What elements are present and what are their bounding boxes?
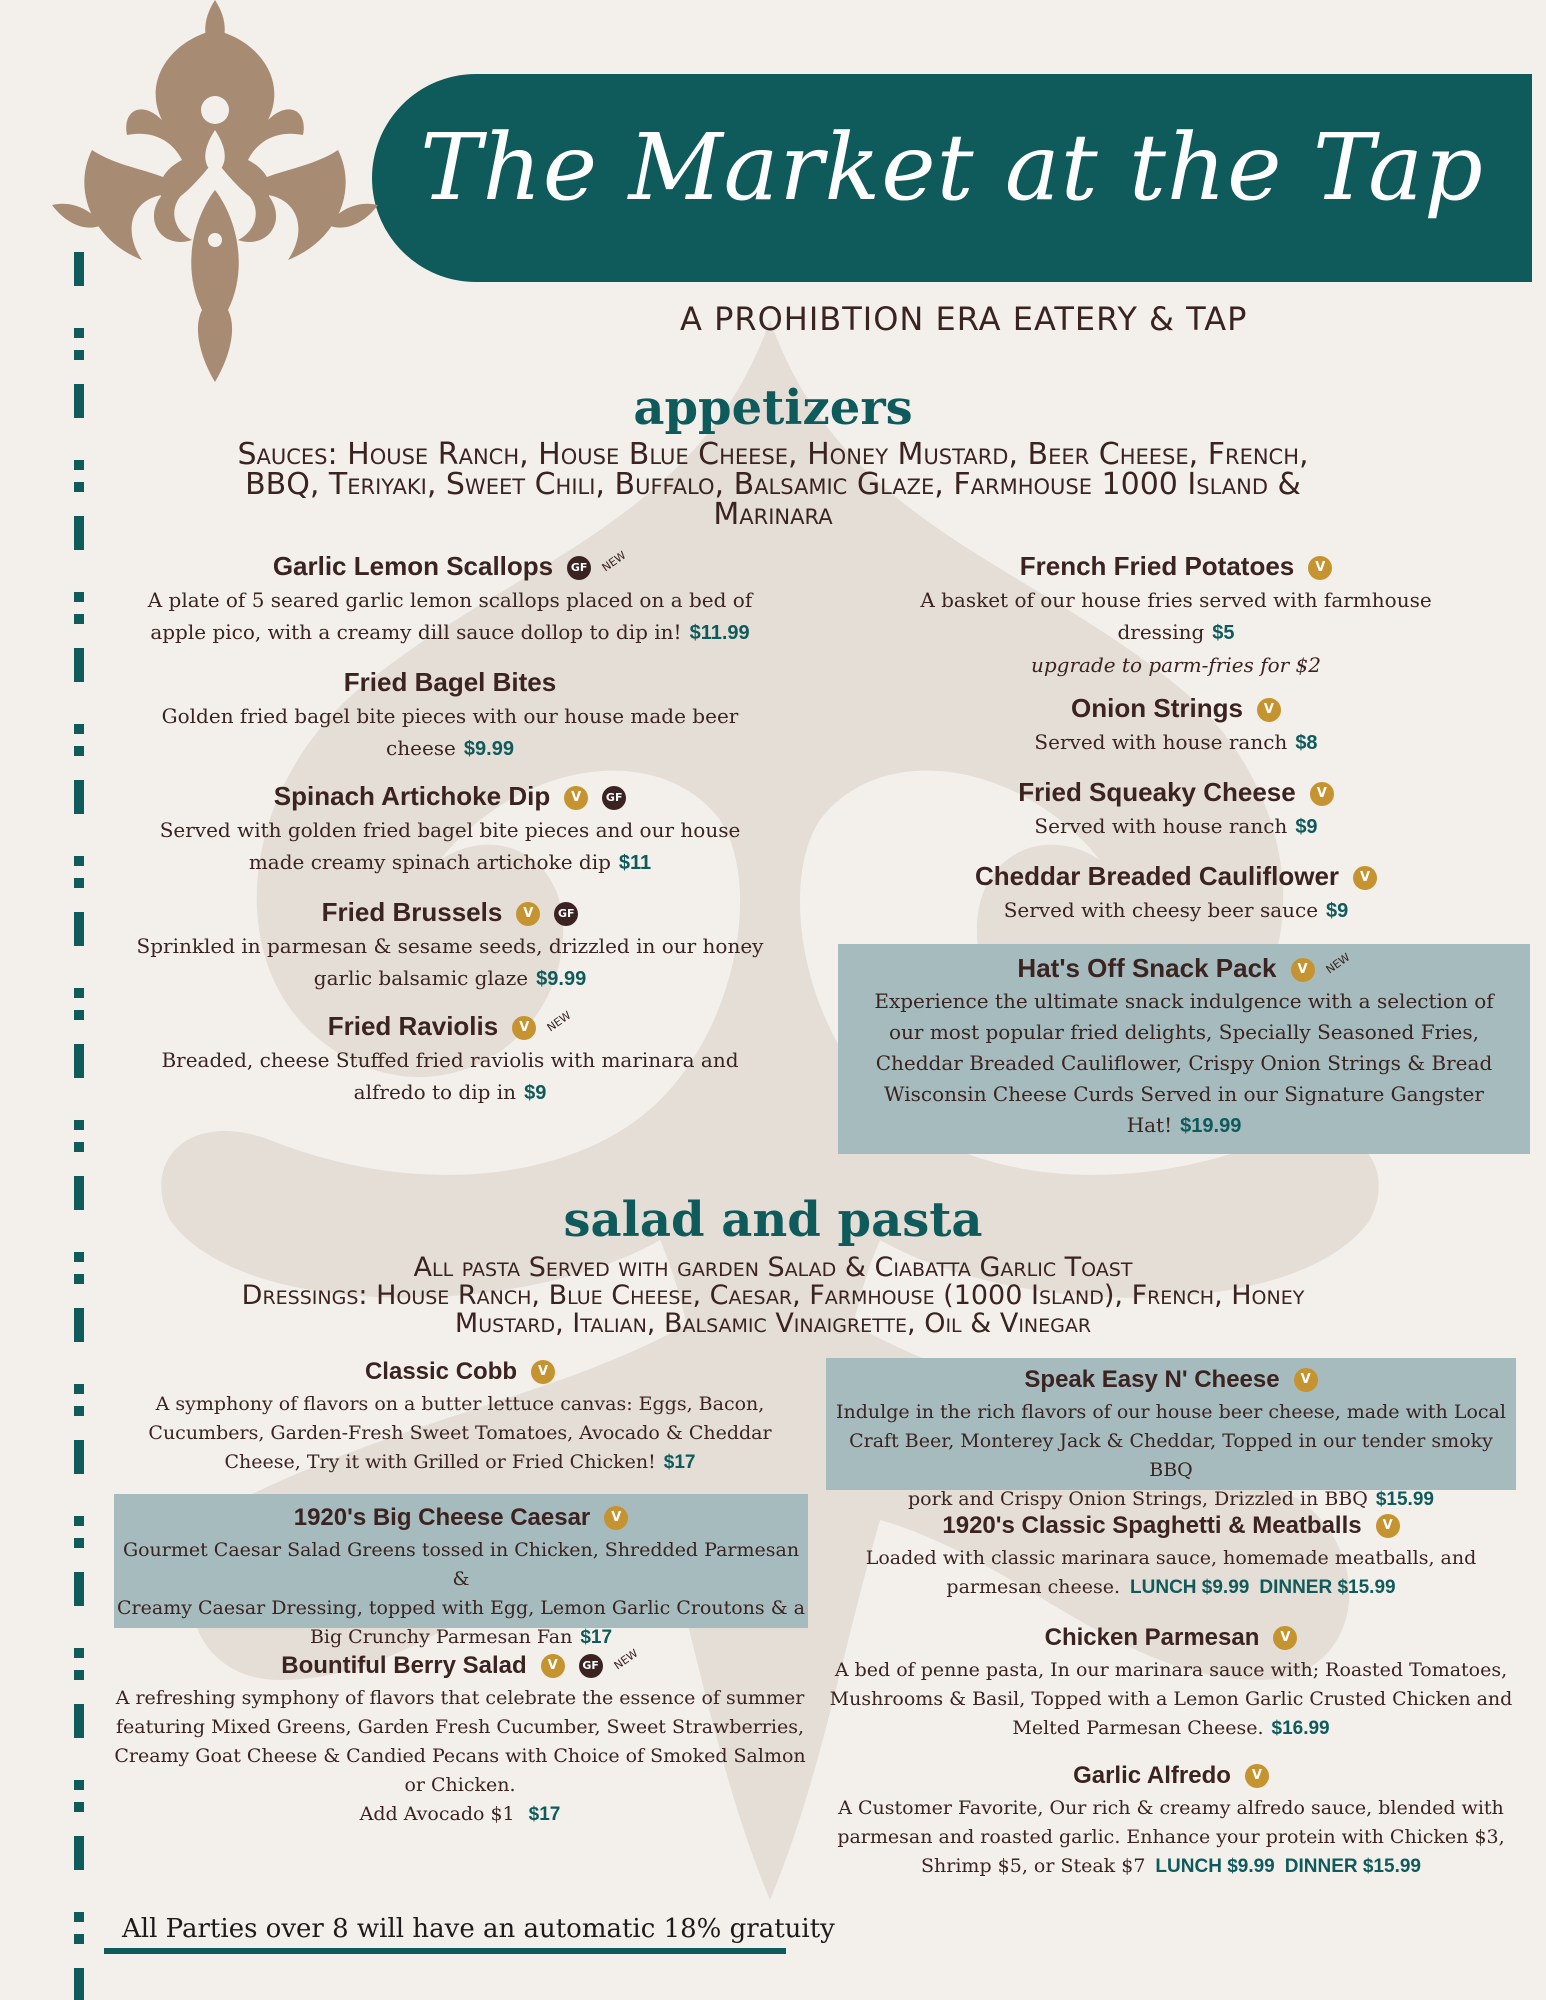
v-badge-icon: V bbox=[512, 1016, 536, 1040]
item-price: $5 bbox=[1212, 622, 1235, 644]
new-tag: NEW bbox=[1323, 950, 1352, 977]
item-desc: Mushrooms & Basil, Topped with a Lemon Garlic Crusted Chicken and bbox=[829, 1688, 1513, 1710]
item-price: $9 bbox=[1295, 816, 1318, 838]
restaurant-title: The Market at the Tap bbox=[420, 114, 1484, 221]
menu-item-garlic-lemon-scallops bbox=[120, 548, 780, 649]
v-badge-icon: V bbox=[1310, 782, 1334, 806]
item-note: upgrade to parm-fries for $2 bbox=[1030, 653, 1322, 677]
v-badge-icon: V bbox=[1257, 698, 1281, 722]
item-desc: parmesan cheese. bbox=[946, 1576, 1121, 1598]
lunch-price: LUNCH $9.99 bbox=[1155, 1856, 1275, 1877]
v-badge-icon: V bbox=[541, 1654, 565, 1678]
menu-item-fried-raviolis bbox=[120, 1008, 780, 1109]
item-desc: our most popular fried delights, Specially Seasoned Fries, bbox=[889, 1020, 1479, 1044]
menu-item-speak-easy-n-cheese bbox=[826, 1362, 1516, 1514]
item-price: $17 bbox=[580, 1627, 613, 1648]
dinner-price: DINNER $15.99 bbox=[1284, 1856, 1421, 1877]
menu-item-french-fried-potatoes bbox=[846, 548, 1506, 681]
v-badge-icon: V bbox=[516, 902, 540, 926]
appetizers-heading: appetizers bbox=[633, 380, 913, 436]
v-badge-icon: V bbox=[1294, 1368, 1318, 1392]
menu-item-big-cheese-caesar bbox=[114, 1500, 808, 1652]
item-desc: garlic balsamic glaze bbox=[313, 966, 529, 990]
item-desc: A plate of 5 seared garlic lemon scallops placed on a bed of bbox=[147, 588, 753, 612]
item-desc: Shrimp $5, or Steak $7 bbox=[921, 1855, 1146, 1877]
damask-ornament-icon bbox=[52, 0, 378, 382]
item-desc: Served with house ranch bbox=[1034, 730, 1288, 754]
item-name: Garlic Lemon Scallops bbox=[272, 551, 554, 581]
item-price: $17 bbox=[663, 1452, 696, 1473]
item-desc: Creamy Goat Cheese & Candied Pecans with Choice of Smoked Salmon bbox=[114, 1745, 806, 1767]
item-name: Chicken Parmesan bbox=[1044, 1624, 1260, 1651]
item-name: 1920's Big Cheese Caesar bbox=[293, 1504, 591, 1531]
salad-pasta-heading: salad and pasta bbox=[563, 1192, 983, 1248]
new-tag: NEW bbox=[611, 1646, 641, 1673]
dressings-line-2: Mustard, Italian, Balsamic Vinaigrette, Oil & Vinegar bbox=[454, 1308, 1092, 1339]
sauces-line-1: Sauces: House Ranch, House Blue Cheese, Honey Mustard, Beer Cheese, French, bbox=[237, 437, 1309, 472]
new-tag: NEW bbox=[544, 1008, 574, 1035]
sauces-line-3: Marinara bbox=[713, 497, 833, 532]
item-name: 1920's Classic Spaghetti & Meatballs bbox=[942, 1512, 1362, 1539]
item-desc: A Customer Favorite, Our rich & creamy alfredo sauce, blended with bbox=[838, 1797, 1504, 1819]
item-price: $8 bbox=[1295, 732, 1318, 754]
dinner-price: DINNER $15.99 bbox=[1259, 1577, 1396, 1598]
item-name: Spinach Artichoke Dip bbox=[273, 781, 551, 811]
item-desc: A refreshing symphony of flavors that celebrate the essence of summer bbox=[115, 1687, 805, 1709]
item-name: Garlic Alfredo bbox=[1073, 1762, 1231, 1789]
v-badge-icon: V bbox=[1291, 958, 1315, 982]
menu-item-onion-strings bbox=[846, 690, 1506, 759]
item-price: $16.99 bbox=[1271, 1718, 1330, 1739]
dressings-line-1: Dressings: House Ranch, Blue Cheese, Caesar, Farmhouse (1000 Island), French, Honey bbox=[241, 1280, 1305, 1311]
item-price: $9 bbox=[524, 1082, 547, 1104]
gf-badge-icon: GF bbox=[579, 1654, 603, 1678]
item-price: $19.99 bbox=[1180, 1115, 1242, 1137]
item-desc: Cheese, Try it with Grilled or Fried Chicken! bbox=[224, 1451, 656, 1473]
menu-item-spinach-artichoke-dip bbox=[120, 778, 780, 879]
item-name: Hat's Off Snack Pack bbox=[1017, 953, 1277, 983]
item-name: Fried Brussels bbox=[321, 897, 503, 927]
v-badge-icon: V bbox=[604, 1506, 628, 1530]
gratuity-underline bbox=[104, 1948, 786, 1954]
item-desc: featuring Mixed Greens, Garden Fresh Cucumber, Sweet Strawberries, bbox=[116, 1716, 804, 1738]
left-dashed-rule bbox=[72, 252, 86, 2000]
menu-item-classic-cobb bbox=[112, 1354, 808, 1477]
pasta-note-line: All pasta Served with garden Salad & Ciabatta Garlic Toast bbox=[413, 1252, 1133, 1283]
item-desc: Experience the ultimate snack indulgence with a selection of bbox=[874, 989, 1494, 1013]
item-price: $9 bbox=[1326, 900, 1349, 922]
item-desc: Gourmet Caesar Salad Greens tossed in Chicken, Shredded Parmesan & bbox=[122, 1539, 800, 1590]
item-name: Fried Raviolis bbox=[327, 1011, 499, 1041]
item-desc: alfredo to dip in bbox=[353, 1080, 517, 1104]
sauces-line-2: BBQ, Teriyaki, Sweet Chili, Buffalo, Balsamic Glaze, Farmhouse 1000 Island & bbox=[245, 467, 1301, 502]
item-name: Bountiful Berry Salad bbox=[281, 1652, 527, 1679]
tagline: A PROHIBTION ERA EATERY & TAP bbox=[680, 300, 1248, 338]
item-desc: Indulge in the rich flavors of our house beer cheese, made with Local bbox=[836, 1401, 1506, 1423]
item-desc: Sprinkled in parmesan & sesame seeds, drizzled in our honey bbox=[136, 934, 764, 958]
item-desc: Served with golden fried bagel bite pieces and our house bbox=[159, 818, 741, 842]
gf-badge-icon: GF bbox=[567, 556, 591, 580]
menu-item-cheddar-breaded-cauliflower bbox=[846, 858, 1506, 927]
item-desc: pork and Crispy Onion Strings, Drizzled in BBQ bbox=[908, 1488, 1368, 1510]
item-desc: dressing bbox=[1117, 620, 1205, 644]
item-desc: A basket of our house fries served with farmhouse bbox=[920, 588, 1432, 612]
menu-item-fried-brussels bbox=[120, 894, 780, 995]
item-desc: A symphony of flavors on a butter lettuce canvas: Eggs, Bacon, bbox=[155, 1393, 765, 1415]
v-badge-icon: V bbox=[1308, 556, 1332, 580]
item-name: Fried Squeaky Cheese bbox=[1018, 777, 1296, 807]
gratuity-notice: All Parties over 8 will have an automatic 18% gratuity bbox=[122, 1914, 835, 1944]
item-desc: Cucumbers, Garden-Fresh Sweet Tomatoes, Avocado & Cheddar bbox=[148, 1422, 772, 1444]
item-name: Fried Bagel Bites bbox=[343, 667, 557, 697]
item-name: Classic Cobb bbox=[364, 1358, 518, 1385]
menu-item-classic-spaghetti-meatballs bbox=[826, 1508, 1516, 1602]
item-desc: Golden fried bagel bite pieces with our house made beer bbox=[161, 704, 739, 728]
item-desc: cheese bbox=[386, 736, 456, 760]
item-desc: Loaded with classic marinara sauce, homemade meatballs, and bbox=[865, 1547, 1477, 1569]
menu-item-fried-bagel-bites bbox=[120, 664, 780, 765]
gf-badge-icon: GF bbox=[602, 786, 626, 810]
v-badge-icon: V bbox=[564, 786, 588, 810]
item-price: $9.99 bbox=[536, 968, 587, 990]
item-desc: Creamy Caesar Dressing, topped with Egg, Lemon Garlic Croutons & a bbox=[117, 1597, 805, 1619]
item-desc: A bed of penne pasta, In our marinara sauce with; Roasted Tomatoes, bbox=[834, 1659, 1508, 1681]
item-price: $11.99 bbox=[689, 622, 750, 644]
v-badge-icon: V bbox=[531, 1360, 555, 1384]
item-name: Speak Easy N' Cheese bbox=[1024, 1366, 1280, 1393]
item-desc: made creamy spinach artichoke dip bbox=[248, 850, 611, 874]
item-desc: Served with house ranch bbox=[1034, 814, 1288, 838]
v-badge-icon: V bbox=[1376, 1514, 1400, 1538]
menu-item-hats-off-snack-pack bbox=[838, 950, 1530, 1142]
item-name: Onion Strings bbox=[1071, 693, 1243, 723]
item-addon: Add Avocado $1 bbox=[359, 1803, 515, 1825]
menu-item-chicken-parmesan bbox=[826, 1620, 1516, 1743]
item-desc: apple pico, with a creamy dill sauce dollop to dip in! bbox=[150, 620, 682, 644]
menu-item-bountiful-berry-salad bbox=[112, 1648, 808, 1829]
title-banner bbox=[372, 74, 1532, 282]
item-desc: Served with cheesy beer sauce bbox=[1003, 898, 1319, 922]
item-desc: Breaded, cheese Stuffed fried raviolis with marinara and bbox=[161, 1048, 739, 1072]
gf-badge-icon: GF bbox=[554, 902, 578, 926]
item-desc: Big Crunchy Parmesan Fan bbox=[309, 1626, 573, 1648]
item-price: $9.99 bbox=[463, 738, 514, 760]
menu-item-fried-squeaky-cheese bbox=[846, 774, 1506, 843]
v-badge-icon: V bbox=[1353, 866, 1377, 890]
item-desc: Hat! bbox=[1126, 1113, 1173, 1137]
new-tag: NEW bbox=[599, 548, 629, 575]
item-price: $11 bbox=[618, 852, 652, 874]
menu-item-garlic-alfredo bbox=[826, 1758, 1516, 1881]
item-desc: or Chicken. bbox=[404, 1774, 516, 1796]
item-price: $15.99 bbox=[1375, 1489, 1434, 1510]
lunch-price: LUNCH $9.99 bbox=[1130, 1577, 1250, 1598]
v-badge-icon: V bbox=[1245, 1764, 1269, 1788]
item-name: French Fried Potatoes bbox=[1019, 551, 1295, 581]
item-desc: Cheddar Breaded Cauliflower, Crispy Onion Strings & Bread bbox=[875, 1051, 1493, 1075]
item-desc: Wisconsin Cheese Curds Served in our Signature Gangster bbox=[884, 1082, 1484, 1106]
item-desc: Craft Beer, Monterey Jack & Cheddar, Topped in our tender smoky BBQ bbox=[849, 1430, 1493, 1481]
item-price: $17 bbox=[528, 1804, 561, 1825]
item-name: Cheddar Breaded Cauliflower bbox=[974, 861, 1340, 891]
item-desc: Melted Parmesan Cheese. bbox=[1012, 1717, 1264, 1739]
item-desc: parmesan and roasted garlic. Enhance your protein with Chicken $3, bbox=[837, 1826, 1505, 1848]
v-badge-icon: V bbox=[1273, 1626, 1297, 1650]
